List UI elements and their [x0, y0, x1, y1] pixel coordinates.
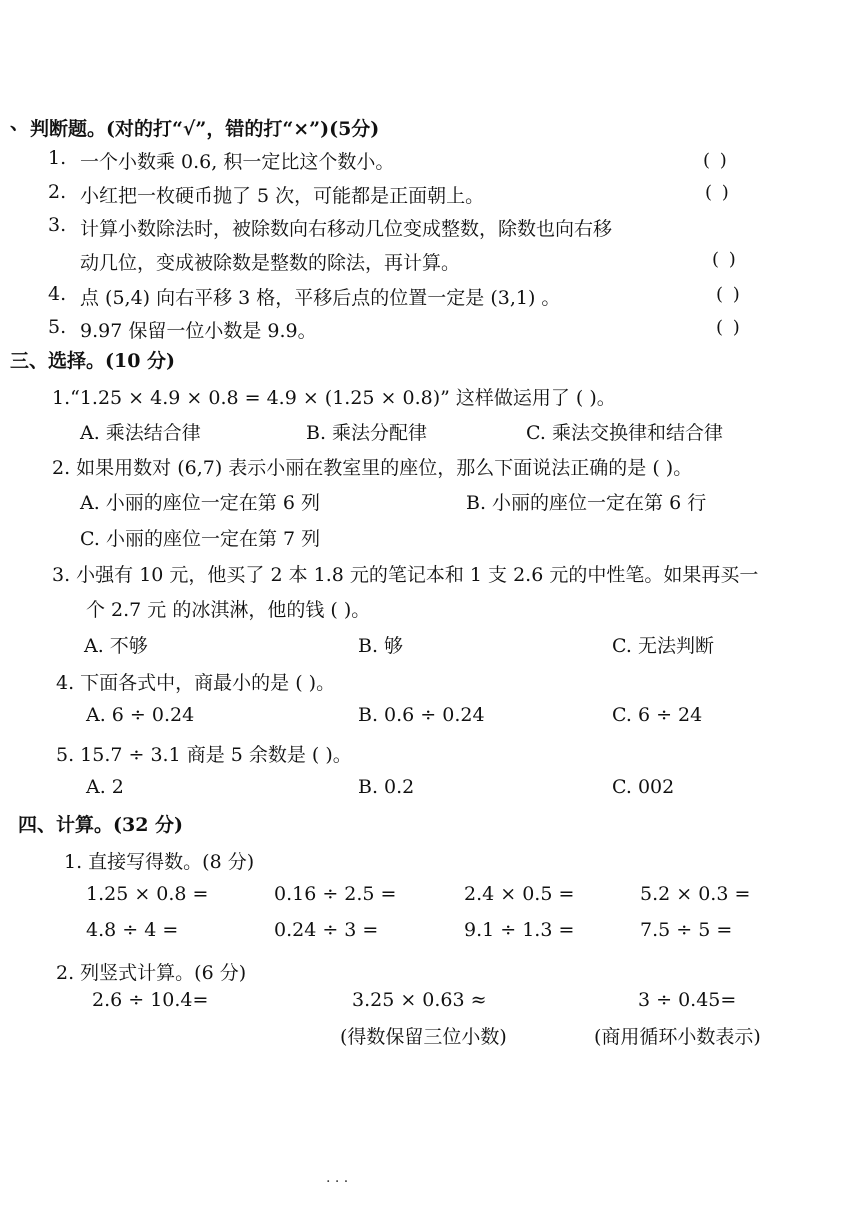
tf-item-3-text: 计算小数除法时，被除数向右移动几位变成整数，除数也向右移 [80, 218, 613, 240]
mc-q4-option-b[interactable]: B. 0.6 ÷ 0.24 [358, 704, 485, 726]
calc-mental-4: 5.2 × 0.3 = [640, 883, 751, 905]
section4-title: 四、计算。(32 分) [18, 814, 184, 836]
mc-q2-stem: 2. 如果用数对 (6,7) 表示小丽在教室里的座位，那么下面说法正确的是 ( )。 [52, 457, 693, 479]
tf-item-3-blank[interactable]: ( ) [712, 249, 738, 270]
calc-vertical-2: 3.25 × 0.63 ≈ [352, 989, 487, 1011]
calc-mental-5: 4.8 ÷ 4 = [86, 919, 179, 941]
calc-mental-2: 0.16 ÷ 2.5 = [274, 883, 397, 905]
tf-item-5-blank[interactable]: ( ) [716, 317, 742, 338]
calc-mental-6: 0.24 ÷ 3 = [274, 919, 379, 941]
mc-q1-option-c[interactable]: C. 乘法交换律和结合律 [526, 422, 723, 444]
tf-item-2-text: 小红把一枚硬币抛了 5 次，可能都是正面朝上。 [80, 185, 485, 207]
mc-q3-option-b[interactable]: B. 够 [358, 635, 404, 657]
tf-item-5-num: 5. [48, 316, 67, 338]
mc-q1-option-b[interactable]: B. 乘法分配律 [306, 422, 428, 444]
mc-q2-option-c[interactable]: C. 小丽的座位一定在第 7 列 [80, 528, 321, 550]
footer-marks: . . . [326, 1170, 349, 1186]
calc-vertical-1: 2.6 ÷ 10.4= [92, 989, 209, 1011]
mc-q3-option-c[interactable]: C. 无法判断 [612, 635, 714, 657]
section2-title: 判断题。(对的打“√”，错的打“×”)(5分) [30, 118, 380, 140]
calc-mental-1: 1.25 × 0.8 = [86, 883, 209, 905]
tf-item-4-blank[interactable]: ( ) [716, 284, 742, 305]
mc-q4-stem: 4. 下面各式中，商最小的是 ( )。 [56, 672, 336, 694]
mc-q1-option-a[interactable]: A. 乘法结合律 [80, 422, 201, 444]
calc-mental-3: 2.4 × 0.5 = [464, 883, 575, 905]
tf-item-1-text: 一个小数乘 0.6, 积一定比这个数小。 [80, 151, 395, 173]
mc-q5-option-b[interactable]: B. 0.2 [358, 776, 415, 798]
mc-q2-option-a[interactable]: A. 小丽的座位一定在第 6 列 [80, 492, 320, 514]
tf-item-2-blank[interactable]: ( ) [705, 182, 731, 203]
mc-q5-stem: 5. 15.7 ÷ 3.1 商是 5 余数是 ( )。 [56, 744, 352, 766]
calc-vertical-2-note: (得数保留三位小数) [340, 1026, 507, 1048]
calc-mental-7: 9.1 ÷ 1.3 = [464, 919, 575, 941]
tf-item-1-num: 1. [48, 147, 67, 169]
calc-mental-8: 7.5 ÷ 5 = [640, 919, 733, 941]
tf-item-1-blank[interactable]: ( ) [703, 150, 729, 171]
mc-q5-option-a[interactable]: A. 2 [86, 776, 124, 798]
mc-q3-stem: 3. 小强有 10 元，他买了 2 本 1.8 元的笔记本和 1 支 2.6 元的中性笔。如果再买一 [52, 564, 759, 586]
section2-mark: 、 [10, 112, 30, 134]
tf-item-5-text: 9.97 保留一位小数是 9.9。 [80, 320, 317, 342]
calc-vertical-3: 3 ÷ 0.45= [638, 989, 737, 1011]
calc-vertical-3-note: (商用循环小数表示) [594, 1026, 761, 1048]
tf-item-3-text-line2: 动几位，变成被除数是整数的除法，再计算。 [80, 252, 461, 274]
mc-q1-stem: 1.“1.25 × 4.9 × 0.8 = 4.9 × (1.25 × 0.8)” 这样做运用了 ( )。 [52, 387, 616, 409]
calc-part1-title: 1. 直接写得数。(8 分) [64, 851, 255, 873]
tf-item-4-text: 点 (5,4) 向右平移 3 格，平移后点的位置一定是 (3,1) 。 [80, 287, 561, 309]
mc-q2-option-b[interactable]: B. 小丽的座位一定在第 6 行 [466, 492, 707, 514]
section3-title: 三、选择。(10 分) [10, 350, 176, 372]
tf-item-4-num: 4. [48, 283, 67, 305]
mc-q4-option-c[interactable]: C. 6 ÷ 24 [612, 704, 703, 726]
tf-item-3-num: 3. [48, 214, 67, 236]
mc-q5-option-c[interactable]: C. 002 [612, 776, 675, 798]
tf-item-2-num: 2. [48, 181, 67, 203]
mc-q4-option-a[interactable]: A. 6 ÷ 0.24 [86, 704, 195, 726]
mc-q3-stem-line2: 个 2.7 元 的冰淇淋，他的钱 ( )。 [86, 599, 371, 621]
calc-part2-title: 2. 列竖式计算。(6 分) [56, 962, 247, 984]
mc-q3-option-a[interactable]: A. 不够 [84, 635, 148, 657]
